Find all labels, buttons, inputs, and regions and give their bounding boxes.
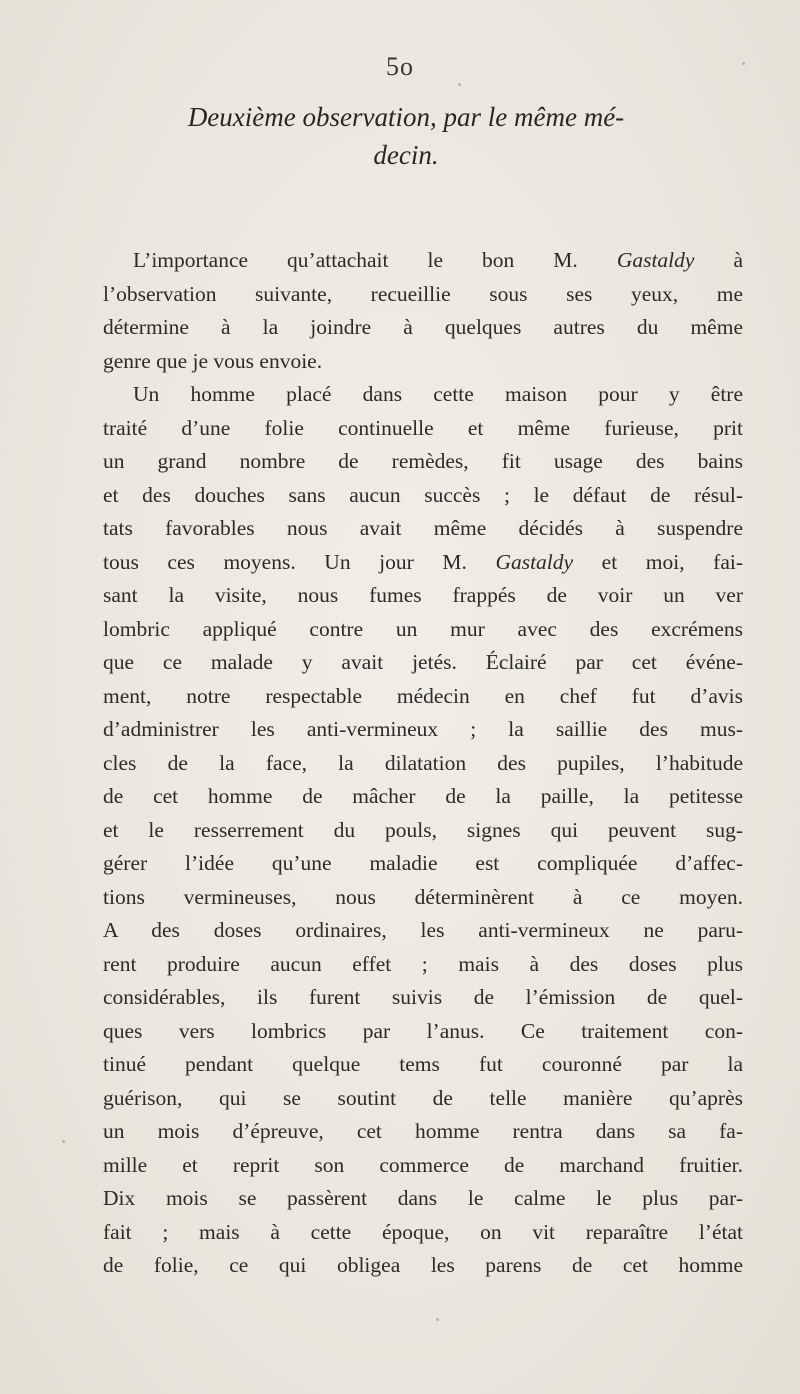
text-line: traité d’une folie continuelle et même furieuse, prit [103,415,743,440]
text-line: Dix mois se passèrent dans le calme le plus par- [103,1186,743,1210]
author-name: Gastaldy [616,248,695,272]
text-line: détermine à la joindre à quelques autres du même [103,315,743,339]
text-line: gérer l’idée qu’une maladie est compliquée d’affec- [103,851,743,875]
text-line: tions vermineuses, nous déterminèrent à ce moyen. [103,884,743,909]
text-line: guérison, qui se soutint de telle manière qu’après [103,1085,743,1110]
text-line: genre que je vous envoie. [103,348,323,373]
text-line: Un homme placé dans cette maison pour y être [133,382,743,406]
body-text [103,244,743,1283]
paper-speck [458,83,461,86]
text-line: d’administrer les anti-vermineux ; la saillie des mus- [103,717,743,741]
text-line: L’importance qu’attachait le bon M. Gastaldy à [133,248,744,272]
text-line: l’observation suivante, recueillie sous ses yeux, me [103,281,743,306]
text-line: rent produire aucun effet ; mais à des doses plus [103,951,743,976]
author-name: Gastaldy [495,549,574,574]
text-line: et le resserrement du pouls, signes qui peuvent sug- [103,817,743,842]
text-line: lombric appliqué contre un mur avec des excrémens [103,616,743,641]
text-line: tats favorables nous avait même décidés à suspendre [103,516,743,540]
text-line: ques vers lombrics par l’anus. Ce traitement con- [103,1018,743,1043]
page-number: 5o [386,52,414,81]
text-line: ment, notre respectable médecin en chef fut d’avis [103,683,743,708]
text-line: fait ; mais à cette époque, on vit reparaître l’état [103,1219,743,1244]
heading-line: Deuxième observation, par le même mé- [187,102,625,132]
paper-speck [436,1318,439,1321]
text-line: mille et reprit son commerce de marchand fruitier. [103,1152,743,1177]
text-line: de cet homme de mâcher de la paille, la petitesse [103,784,743,808]
text-line: cles de la face, la dilatation des pupiles, l’habitude [103,750,743,775]
text-line: et des douches sans aucun succès ; le défaut de résul- [103,482,743,507]
paper-speck [742,62,745,65]
text-line: de folie, ce qui obligea les parens de cet homme [103,1253,743,1277]
text-line: considérables, ils furent suivis de l’émission de quel- [103,985,743,1009]
text-line: un grand nombre de remèdes, fit usage des bains [103,449,743,473]
text-line: sant la visite, nous fumes frappés de voir un ver [103,583,743,607]
text-line: A des doses ordinaires, les anti-vermineux ne paru- [103,918,743,942]
text-line: un mois d’épreuve, cet homme rentra dans sa fa- [103,1119,743,1143]
text-line: tous ces moyens. Un jour M. Gastaldy et moi, fai- [103,549,743,574]
paper-speck [62,1140,65,1143]
text-line: que ce malade y avait jetés. Éclairé par cet événe- [103,650,743,674]
section-heading [96,98,716,174]
heading-line: decin. [373,140,439,170]
text-line: tinué pendant quelque tems fut couronné par la [103,1052,743,1076]
